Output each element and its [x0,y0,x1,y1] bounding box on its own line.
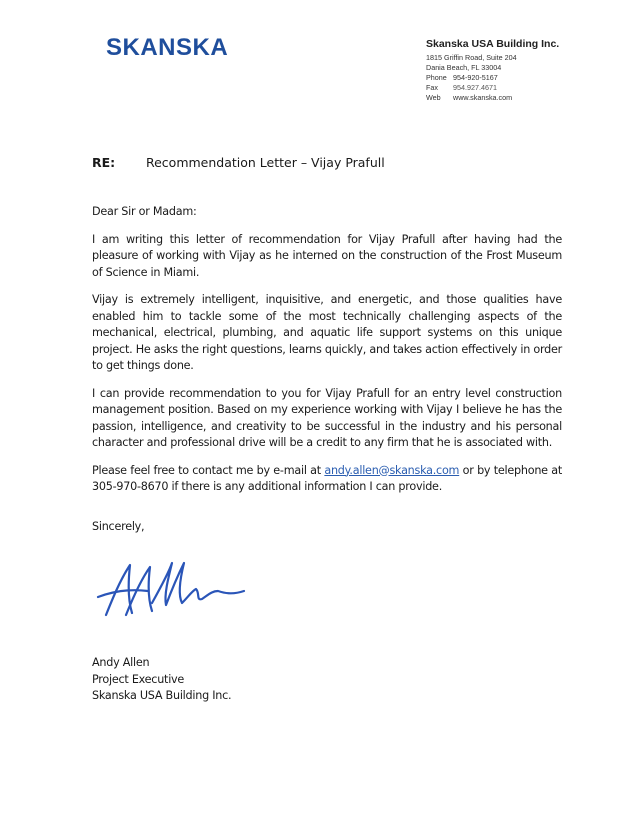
signer-title: Project Executive [92,672,185,686]
web-value: www.skanska.com [453,93,513,102]
paragraph-4 [92,463,562,496]
address-line-2: Dania Beach, FL 33004 [426,63,502,72]
salutation: Dear Sir or Madam: [92,205,197,218]
skanska-logo [106,34,236,62]
fax-row [426,83,626,93]
phone-value: 954-920-5167 [453,73,498,82]
paragraph-3: I can provide recommendation to you for Vijay Prafull for an entry level construction management position. Based on my experience working with Vijay I believe he has the passion, intelligence, and creativity to be successful in the industry and his personal character and professional drive will be a credit to any firm that he is associated with. [92,386,562,449]
subject-line [92,155,385,170]
signer-block [92,655,231,705]
address-line-1: 1815 Griffin Road, Suite 204 [426,53,517,62]
closing: Sincerely, [92,520,145,533]
paragraph-1: I am writing this letter of recommendation for Vijay Prafull after having had the pleasure of working with Vijay as he interned on the construction of the Frost Museum of Science in Miami. [92,232,562,279]
handwritten-signature [92,555,252,629]
company-info [426,38,626,103]
phone-row [426,73,626,83]
letter-body [92,204,562,507]
paragraph-2: Vijay is extremely intelligent, inquisitive, and energetic, and those qualities have enabled him to tackle some of the most technically challenging aspects of the mechanical, electrical, plumbing, and aquatic life support systems on this unique project. He asks the right questions, learns quickly, and takes action effectively in order to get things done. [92,293,562,372]
fax-label: Fax [426,83,438,92]
email-link[interactable]: andy.allen@skanska.com [324,463,460,477]
logo-text: SKANSKA [106,34,229,58]
web-label: Web [426,93,441,102]
signer-name: Andy Allen [92,656,150,669]
re-label: RE: [92,155,116,170]
company-name: Skanska USA Building Inc. [426,38,560,50]
web-row [426,93,626,103]
subject-text: Recommendation Letter – Vijay Prafull [145,155,385,170]
signer-company: Skanska USA Building Inc. [92,689,232,702]
phone-label: Phone [426,73,447,82]
paragraph-4-end: or by telephone at 305-970-8670 if there is any additional information I can provide. [92,463,562,493]
fax-value: 954.927.4671 [453,83,497,92]
paragraph-4-start: Please feel free to contact me by e-mail at [92,463,325,477]
